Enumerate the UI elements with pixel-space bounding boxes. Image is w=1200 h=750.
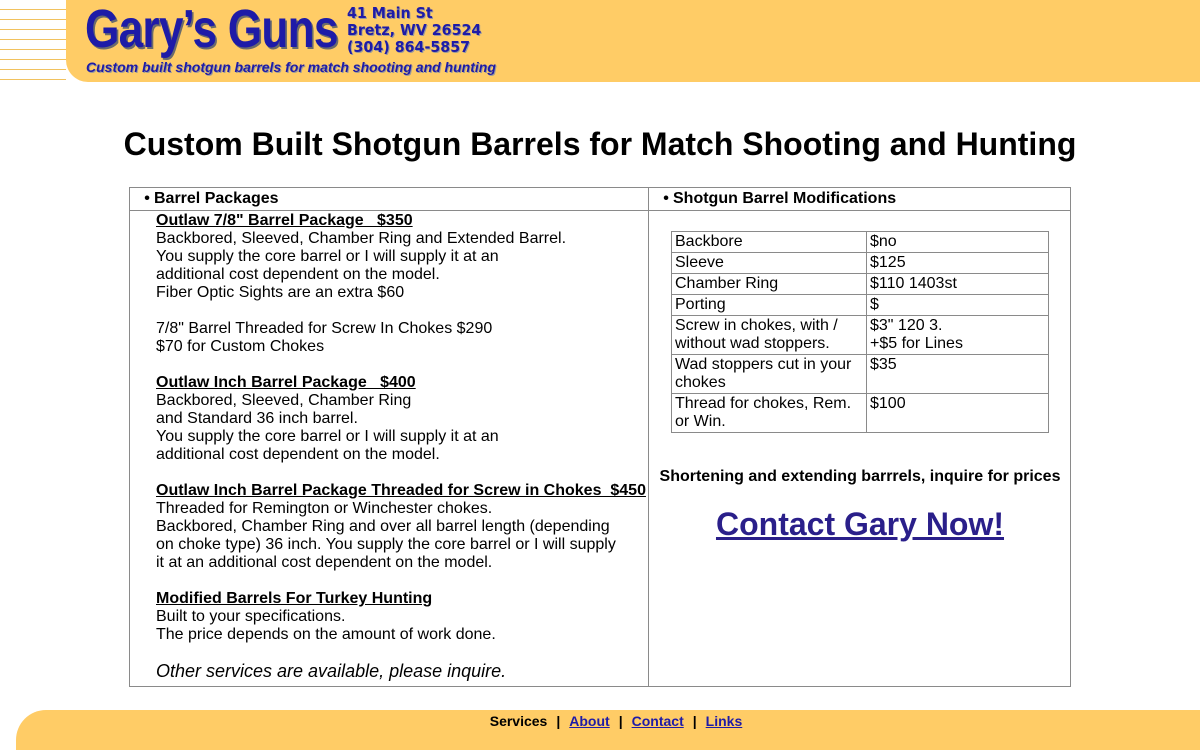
table-row [672, 253, 1049, 274]
contact-gary-link[interactable]: Contact Gary Now! [715, 506, 1005, 542]
package-description-line: The price depends on the amount of work done. [156, 626, 496, 643]
package-description-line: You supply the core barrel or I will supply it at an [156, 428, 499, 445]
site-tagline: Custom built shotgun barrels for match shooting and hunting [86, 59, 496, 75]
package-description-line: additional cost dependent on the model. [156, 266, 440, 283]
modification-price: $125 [867, 253, 1049, 274]
site-logo-title: Gary’s Guns [85, 0, 338, 59]
footer-link-about[interactable]: About [569, 713, 610, 729]
phone-number: (304) 864-5857 [347, 38, 471, 56]
header-stripes [0, 0, 66, 82]
package-description-line [156, 302, 648, 320]
modification-name: Wad stoppers cut in your chokes [672, 355, 867, 394]
package-item [156, 590, 648, 644]
modification-name: Porting [672, 295, 867, 316]
shortening-note: Shortening and extending barrrels, inquire for prices [659, 468, 1061, 485]
modification-name: Backbore [672, 232, 867, 253]
modification-price: $100 [867, 394, 1049, 433]
table-row [672, 394, 1049, 433]
column-divider [648, 188, 649, 686]
services-table [129, 187, 1071, 687]
table-row [672, 316, 1049, 355]
footer-separator: | [556, 713, 561, 729]
other-services-note: Other services are available, please inquire. [156, 661, 507, 681]
footer-link-links[interactable]: Links [705, 713, 743, 729]
bullet-icon: • [663, 190, 669, 207]
footer-nav [0, 711, 1200, 731]
modifications-price-table [671, 231, 1049, 433]
modification-name: Thread for chokes, Rem. or Win. [672, 394, 867, 433]
footer-current-page: Services [489, 713, 548, 729]
modification-name: Chamber Ring [672, 274, 867, 295]
table-row [672, 232, 1049, 253]
modification-price: $35 [867, 355, 1049, 394]
package-title: Modified Barrels For Turkey Hunting [156, 590, 433, 607]
table-row [672, 274, 1049, 295]
package-description-line: Fiber Optic Sights are an extra $60 [156, 284, 405, 301]
package-description-line: on choke type) 36 inch. You supply the core barrel or I will supply [156, 536, 616, 553]
package-description-line: and Standard 36 inch barrel. [156, 410, 358, 427]
package-title: Outlaw Inch Barrel Package $400 [156, 374, 416, 391]
footer-link-contact[interactable]: Contact [631, 713, 684, 729]
barrel-modifications-heading: • Shotgun Barrel Modifications [659, 190, 896, 208]
site-header [0, 0, 1200, 82]
package-item [156, 482, 648, 572]
address-street: 41 Main St [347, 4, 433, 22]
table-row [672, 355, 1049, 394]
address-city: Bretz, WV 26524 [347, 21, 482, 39]
modification-price: $110 1403st [867, 274, 1049, 295]
package-description-line: Backbored, Chamber Ring and over all barrel length (depending [156, 518, 610, 535]
modification-price: $ [867, 295, 1049, 316]
modification-price: $no [867, 232, 1049, 253]
modification-price: $3" 120 3. +$5 for Lines [867, 316, 1049, 355]
modification-name: Screw in chokes, with / without wad stoppers. [672, 316, 867, 355]
package-description-line: Backbored, Sleeved, Chamber Ring [156, 392, 412, 409]
package-description-line: You supply the core barrel or I will supply it at an [156, 248, 499, 265]
contact-address [347, 5, 488, 56]
package-item [156, 374, 648, 464]
package-description-line: additional cost dependent on the model. [156, 446, 440, 463]
barrel-packages-heading: • Barrel Packages [140, 190, 279, 208]
header-divider [130, 210, 1070, 211]
package-description-line: Built to your specifications. [156, 608, 346, 625]
package-description-line: Threaded for Remington or Winchester chokes. [156, 500, 493, 517]
package-description-line: Backbored, Sleeved, Chamber Ring and Extended Barrel. [156, 230, 567, 247]
package-description-line: it at an additional cost dependent on the model. [156, 554, 493, 571]
package-title: Outlaw 7/8" Barrel Package $350 [156, 212, 413, 229]
bullet-icon: • [144, 190, 150, 207]
modification-name: Sleeve [672, 253, 867, 274]
package-description-line: $70 for Custom Chokes [156, 338, 325, 355]
table-row [672, 295, 1049, 316]
page-title: Custom Built Shotgun Barrels for Match Shooting and Hunting [123, 126, 1077, 162]
package-title: Outlaw Inch Barrel Package Threaded for Screw in Chokes $450 [156, 482, 646, 499]
barrel-packages-list [156, 212, 648, 680]
footer-separator: | [692, 713, 697, 729]
footer-separator: | [618, 713, 623, 729]
package-item [156, 212, 648, 356]
package-description-line: 7/8" Barrel Threaded for Screw In Chokes $290 [156, 320, 493, 337]
